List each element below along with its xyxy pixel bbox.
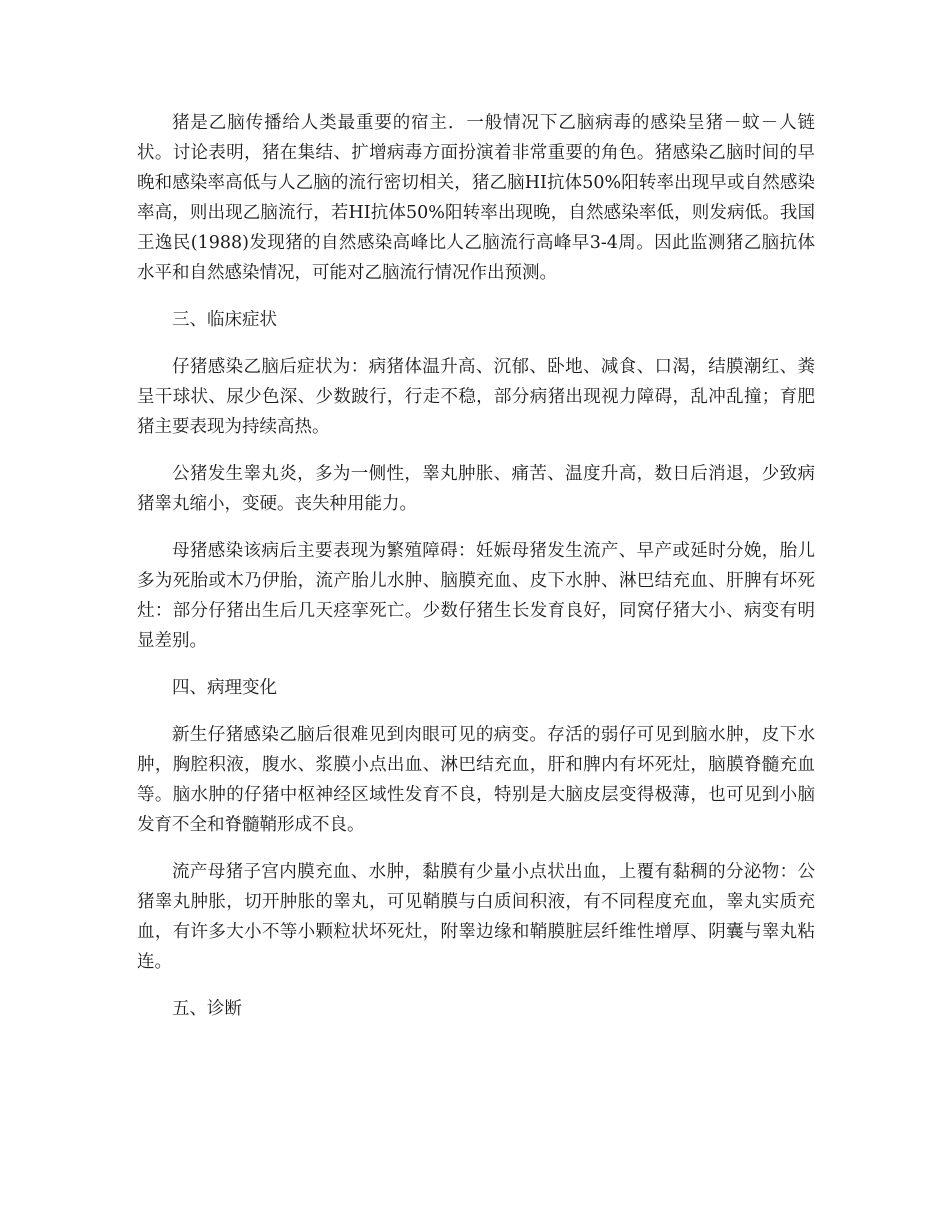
paragraph-piglet-symptoms: 仔猪感染乙脑后症状为：病猪体温升高、沉郁、卧地、减食、口渴，结膜潮红、粪呈干球状、尿少色深、少数跛行，行走不稳，部分病猪出现视力障碍，乱冲乱撞；育肥猪主要表现为持续高热。	[137, 357, 815, 437]
paragraph-adult-pathology: 流产母猪子宫内膜充血、水肿，黏膜有少量小点状出血，上覆有黏稠的分泌物：公猪睾丸肿胀，切开肿胀的睾丸，可见鞘膜与白质间积液，有不同程度充血，睾丸实质充血，有许多大小不等小颗粒状坏死灶，附睾边缘和鞘膜脏层纤维性增厚、阴囊与睾丸粘连。	[137, 862, 815, 972]
section-heading-pathology: 四、病理变化	[172, 678, 277, 698]
document-body	[137, 108, 815, 1041]
section-heading-clinical-symptoms: 三、临床症状	[172, 310, 277, 330]
section-heading-diagnosis: 五、诊断	[172, 999, 242, 1019]
paragraph-sow-symptoms: 母猪感染该病后主要表现为繁殖障碍：妊娠母猪发生流产、早产或延时分娩，胎儿多为死胎或木乃伊胎，流产胎儿水肿、脑膜充血、皮下水肿、淋巴结充血、肝脾有坏死灶：部分仔猪出生后几天痉挛死亡。少数仔猪生长发育良好，同窝仔猪大小、病变有明显差别。	[137, 541, 815, 651]
paragraph-pig-host: 猪是乙脑传播给人类最重要的宿主．一般情况下乙脑病毒的感染呈猪－蚊－人链状。讨论表明，猪在集结、扩增病毒方面扮演着非常重要的角色。猪感染乙脑时间的早晚和感染率高低与人乙脑的流行密切相关，猪乙脑HI抗体50%阳转率出现早或自然感染率高，则出现乙脑流行，若HI抗体50%阳转率出现晚，自然感染率低，则发病低。我国王逸民(1988)发现猪的自然感染高峰比人乙脑流行高峰早3-4周。因此监测猪乙脑抗体水平和自然感染情况，可能对乙脑流行情况作出预测。	[137, 113, 815, 283]
paragraph-newborn-pathology: 新生仔猪感染乙脑后很难见到肉眼可见的病变。存活的弱仔可见到脑水肿，皮下水肿，胸腔积液，腹水、浆膜小点出血、淋巴结充血，肝和脾内有坏死灶，脑膜脊髓充血等。脑水肿的仔猪中枢神经区域性发育不良，特别是大脑皮层变得极薄，也可见到小脑发育不全和脊髓鞘形成不良。	[137, 725, 815, 835]
paragraph-boar-symptoms: 公猪发生睾丸炎，多为一侧性，睾丸肿胀、痛苦、温度升高，数日后消退，少致病猪睾丸缩小，变硬。丧失种用能力。	[137, 464, 815, 514]
